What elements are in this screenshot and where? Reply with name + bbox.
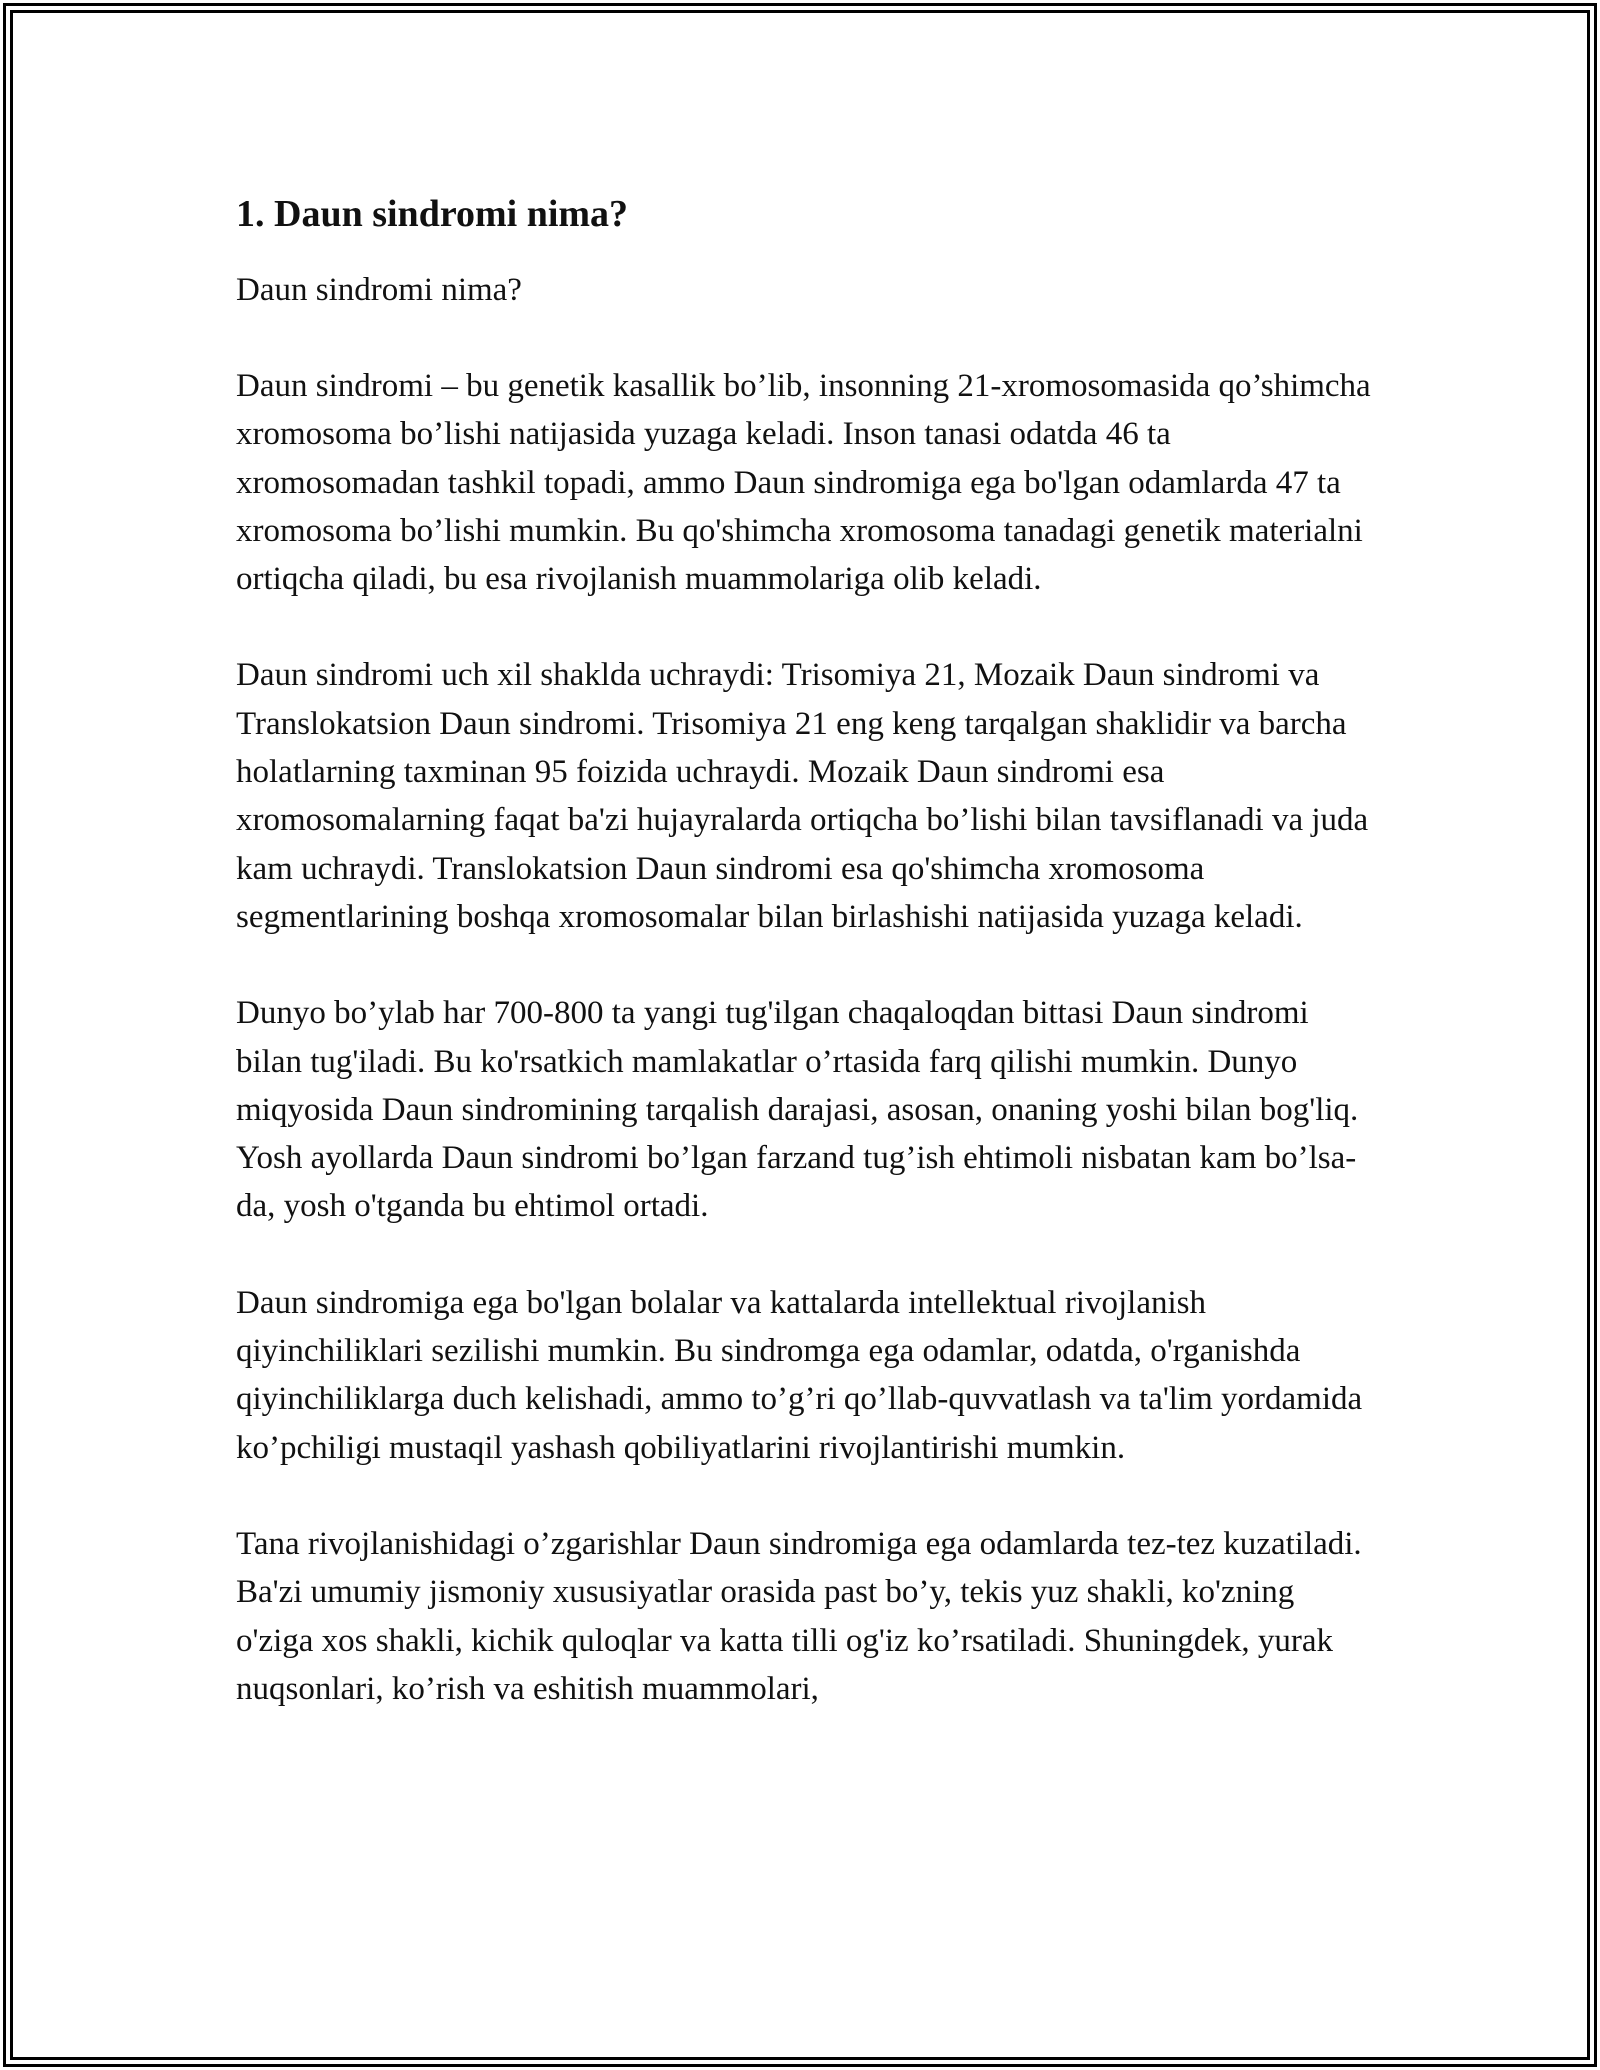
paragraph-4: Daun sindromiga ega bo'lgan bolalar va kattalarda intellektual rivojlanish qiyinchiliklari sezilishi mumkin. Bu sindromga ega odamlar, odatda, o'rganishda qiyinchiliklarga duch kelishadi, ammo to’g’ri qo’llab-quvvatlash va ta'lim yordamida ko’pchiligi mustaqil yashash qobiliyatlarini rivojlantirishi mumkin. [236,1284,1363,1466]
paragraph-3: Dunyo bo’ylab har 700-800 ta yangi tug'ilgan chaqaloqdan bittasi Daun sindromi bilan tug'iladi. Bu ko'rsatkich mamlakatlar o’rtasida farq qilishi mumkin. Dunyo miqyosida Daun sindromining tarqalish darajasi, asosan, onaning yoshi bilan bog'liq. Yosh ayollarda Daun sindromi bo’lgan farzand tug’ish ehtimoli nisbatan kam bo’lsa-da, yosh o'tganda bu ehtimol ortadi. [236,995,1359,1225]
paragraph-2: Daun sindromi uch xil shaklda uchraydi: Trisomiya 21, Mozaik Daun sindromi va Translokatsion Daun sindromi. Trisomiya 21 eng keng tarqalgan shaklidir va barcha holatlarning taxminan 95 foizida uchraydi. Mozaik Daun sindromi esa xromosomalarning faqat ba'zi hujayralarda ortiqcha bo’lishi bilan tavsiflanadi va juda kam uchraydi. Translokatsion Daun sindromi esa qo'shimcha xromosoma segmentlarining boshqa xromosomalar bilan birlashishi natijasida yuzaga keladi. [236,657,1369,935]
paragraph-5: Tana rivojlanishidagi o’zgarishlar Daun sindromiga ega odamlarda tez-tez kuzatiladi. Ba'zi umumiy jismoniy xususiyatlar orasida past bo’y, tekis yuz shakli, ko'zning o'ziga xos shakli, kichik quloqlar va katta tilli og'iz ko’rsatiladi. Shuningdek, yurak nuqsonlari, ko’rish va eshitish muammolari, [236,1525,1362,1707]
paragraph-1: Daun sindromi – bu genetik kasallik bo’lib, insonning 21-xromosomasida qo’shimcha xromosoma bo’lishi natijasida yuzaga keladi. Inson tanasi odatda 46 ta xromosomadan tashkil topadi, ammo Daun sindromiga ega bo'lgan odamlarda 47 ta xromosoma bo’lishi mumkin. Bu qo'shimcha xromosoma tanadagi genetik materialni ortiqcha qiladi, bu esa rivojlanish muammolariga olib keladi. [236,368,1371,598]
document-body [236,188,1376,1713]
section-heading: 1. Daun sindromi nima? [236,193,629,235]
section-subtitle: Daun sindromi nima? [236,272,522,308]
